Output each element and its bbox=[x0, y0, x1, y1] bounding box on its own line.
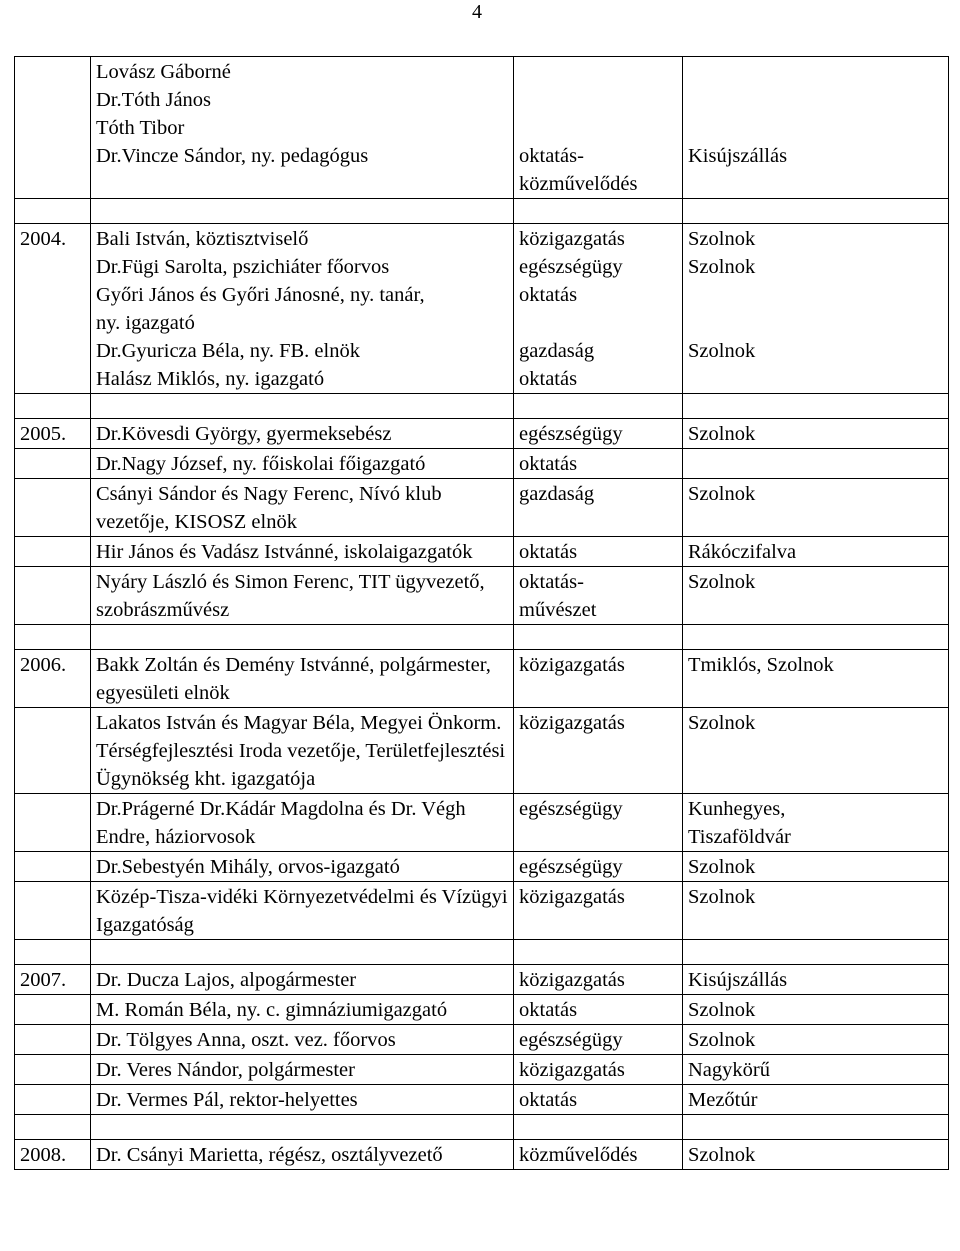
place-cell: Nagykörű bbox=[683, 1055, 949, 1085]
year-cell bbox=[15, 537, 91, 567]
field-cell: közigazgatás bbox=[514, 708, 683, 794]
empty-cell bbox=[91, 394, 514, 419]
table-row bbox=[15, 1140, 949, 1170]
place-cell: Szolnok bbox=[683, 852, 949, 882]
empty-cell bbox=[683, 940, 949, 965]
place-cell: Szolnok bbox=[683, 708, 949, 794]
awards-table-body bbox=[15, 57, 949, 1170]
spacer-row bbox=[15, 940, 949, 965]
empty-cell bbox=[514, 940, 683, 965]
place-cell: Kisújszállás bbox=[683, 57, 949, 199]
empty-cell bbox=[91, 1115, 514, 1140]
year-cell bbox=[15, 1085, 91, 1115]
field-cell: oktatás bbox=[514, 1085, 683, 1115]
year-cell bbox=[15, 708, 91, 794]
year-cell bbox=[15, 567, 91, 625]
place-cell: Szolnok Szolnok Szolnok bbox=[683, 224, 949, 394]
table-row bbox=[15, 224, 949, 394]
field-cell: közigazgatás egészségügy oktatás gazdaság oktatás bbox=[514, 224, 683, 394]
table-row bbox=[15, 419, 949, 449]
place-cell: Szolnok bbox=[683, 479, 949, 537]
table-row bbox=[15, 995, 949, 1025]
year-cell bbox=[15, 882, 91, 940]
name-cell: Dr.Sebestyén Mihály, orvos-igazgató bbox=[91, 852, 514, 882]
year-cell: 2007. bbox=[15, 965, 91, 995]
name-cell: Nyáry László és Simon Ferenc, TIT ügyvezető, szobrászművész bbox=[91, 567, 514, 625]
field-cell: egészségügy bbox=[514, 1025, 683, 1055]
year-cell bbox=[15, 449, 91, 479]
place-cell: Szolnok bbox=[683, 567, 949, 625]
table-row bbox=[15, 449, 949, 479]
name-cell: Dr. Vermes Pál, rektor-helyettes bbox=[91, 1085, 514, 1115]
year-cell bbox=[15, 1055, 91, 1085]
field-cell: közigazgatás bbox=[514, 882, 683, 940]
field-cell: közigazgatás bbox=[514, 650, 683, 708]
empty-cell bbox=[683, 1115, 949, 1140]
empty-cell bbox=[91, 940, 514, 965]
name-cell: Csányi Sándor és Nagy Ferenc, Nívó klub vezetője, KISOSZ elnök bbox=[91, 479, 514, 537]
spacer-row bbox=[15, 199, 949, 224]
table-row bbox=[15, 567, 949, 625]
place-cell: Szolnok bbox=[683, 995, 949, 1025]
empty-cell bbox=[91, 625, 514, 650]
table-row bbox=[15, 794, 949, 852]
spacer-row bbox=[15, 1115, 949, 1140]
year-cell bbox=[15, 794, 91, 852]
year-cell: 2008. bbox=[15, 1140, 91, 1170]
year-cell bbox=[15, 479, 91, 537]
place-cell: Kunhegyes, Tiszaföldvár bbox=[683, 794, 949, 852]
name-cell: Dr.Kövesdi György, gyermeksebész bbox=[91, 419, 514, 449]
place-cell bbox=[683, 449, 949, 479]
year-cell bbox=[15, 57, 91, 199]
place-cell: Mezőtúr bbox=[683, 1085, 949, 1115]
place-cell: Szolnok bbox=[683, 419, 949, 449]
empty-cell bbox=[683, 199, 949, 224]
empty-cell bbox=[15, 1115, 91, 1140]
year-cell: 2005. bbox=[15, 419, 91, 449]
name-cell: Dr. Veres Nándor, polgármester bbox=[91, 1055, 514, 1085]
field-cell: közigazgatás bbox=[514, 965, 683, 995]
field-cell: oktatás bbox=[514, 537, 683, 567]
empty-cell bbox=[514, 199, 683, 224]
name-cell: Dr.Prágerné Dr.Kádár Magdolna és Dr. Végh Endre, háziorvosok bbox=[91, 794, 514, 852]
spacer-row bbox=[15, 625, 949, 650]
empty-cell bbox=[683, 394, 949, 419]
year-cell bbox=[15, 1025, 91, 1055]
field-cell: oktatás bbox=[514, 449, 683, 479]
table-row bbox=[15, 650, 949, 708]
field-cell: egészségügy bbox=[514, 794, 683, 852]
name-cell: Bakk Zoltán és Demény Istvánné, polgármester, egyesületi elnök bbox=[91, 650, 514, 708]
name-cell: Bali István, köztisztviselő Dr.Fügi Sarolta, pszichiáter főorvos Győri János és Győri Jánosné, ny. tanár, ny. igazgató Dr.Gyuricza Béla, ny. FB. elnök Halász Miklós, ny. igazgató bbox=[91, 224, 514, 394]
name-cell: Közép-Tisza-vidéki Környezetvédelmi és Vízügyi Igazgatóság bbox=[91, 882, 514, 940]
place-cell: Szolnok bbox=[683, 1025, 949, 1055]
place-cell: Kisújszállás bbox=[683, 965, 949, 995]
empty-cell bbox=[514, 1115, 683, 1140]
empty-cell bbox=[91, 199, 514, 224]
place-cell: Szolnok bbox=[683, 1140, 949, 1170]
field-cell: közigazgatás bbox=[514, 1055, 683, 1085]
year-cell: 2004. bbox=[15, 224, 91, 394]
name-cell: Lakatos István és Magyar Béla, Megyei Önkorm. Térségfejlesztési Iroda vezetője, Területfejlesztési Ügynökség kht. igazgatója bbox=[91, 708, 514, 794]
empty-cell bbox=[15, 199, 91, 224]
name-cell: Hir János és Vadász Istvánné, iskolaigazgatók bbox=[91, 537, 514, 567]
awards-table bbox=[14, 56, 949, 1170]
field-cell: oktatás bbox=[514, 995, 683, 1025]
field-cell: oktatás- közművelődés bbox=[514, 57, 683, 199]
name-cell: Dr.Nagy József, ny. főiskolai főigazgató bbox=[91, 449, 514, 479]
table-row bbox=[15, 57, 949, 199]
name-cell: Dr. Ducza Lajos, alpogármester bbox=[91, 965, 514, 995]
empty-cell bbox=[683, 625, 949, 650]
table-row bbox=[15, 1085, 949, 1115]
name-cell: M. Román Béla, ny. c. gimnáziumigazgató bbox=[91, 995, 514, 1025]
table-row bbox=[15, 1025, 949, 1055]
table-row bbox=[15, 479, 949, 537]
empty-cell bbox=[514, 625, 683, 650]
year-cell bbox=[15, 995, 91, 1025]
name-cell: Lovász Gáborné Dr.Tóth János Tóth Tibor Dr.Vincze Sándor, ny. pedagógus bbox=[91, 57, 514, 199]
spacer-row bbox=[15, 394, 949, 419]
field-cell: egészségügy bbox=[514, 419, 683, 449]
table-row bbox=[15, 537, 949, 567]
field-cell: egészségügy bbox=[514, 852, 683, 882]
empty-cell bbox=[15, 394, 91, 419]
field-cell: oktatás- művészet bbox=[514, 567, 683, 625]
table-row bbox=[15, 708, 949, 794]
year-cell bbox=[15, 852, 91, 882]
table-row bbox=[15, 882, 949, 940]
empty-cell bbox=[15, 940, 91, 965]
table-row bbox=[15, 1055, 949, 1085]
empty-cell bbox=[514, 394, 683, 419]
table-row bbox=[15, 852, 949, 882]
place-cell: Tmiklós, Szolnok bbox=[683, 650, 949, 708]
name-cell: Dr. Tölgyes Anna, oszt. vez. főorvos bbox=[91, 1025, 514, 1055]
place-cell: Szolnok bbox=[683, 882, 949, 940]
field-cell: közművelődés bbox=[514, 1140, 683, 1170]
year-cell: 2006. bbox=[15, 650, 91, 708]
place-cell: Rákóczifalva bbox=[683, 537, 949, 567]
empty-cell bbox=[15, 625, 91, 650]
table-row bbox=[15, 965, 949, 995]
name-cell: Dr. Csányi Marietta, régész, osztályvezető bbox=[91, 1140, 514, 1170]
page-number: 4 bbox=[472, 1, 482, 23]
field-cell: gazdaság bbox=[514, 479, 683, 537]
